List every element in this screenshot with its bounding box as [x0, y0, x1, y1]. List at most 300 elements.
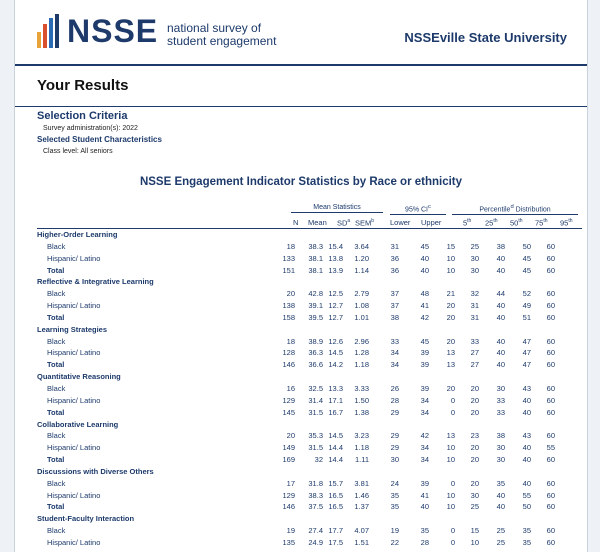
- table-cell: 40: [420, 265, 429, 275]
- table-cell: 38: [390, 312, 399, 322]
- table-cell: 60: [546, 395, 555, 405]
- table-cell: 21: [446, 289, 455, 299]
- section-header-row: [37, 229, 555, 241]
- table-row: [37, 525, 555, 537]
- table-cell: 40: [420, 253, 429, 263]
- table-cell: 129: [282, 395, 295, 405]
- section-title: Higher-Order Learning: [37, 230, 118, 239]
- table-cell: 40: [496, 490, 505, 500]
- table-cell: 40: [496, 312, 505, 322]
- row-label: Hispanic/ Latino: [47, 395, 101, 405]
- col-p75: 75th: [535, 218, 548, 228]
- table-cell: 20: [286, 289, 295, 299]
- engagement-indicator-table: [37, 229, 555, 549]
- table-cell: 151: [282, 265, 295, 275]
- table-cell: 33: [470, 336, 479, 346]
- table-cell: 38.1: [308, 253, 323, 263]
- table-cell: 18: [286, 336, 295, 346]
- table-row: [37, 253, 555, 265]
- table-cell: 1.08: [354, 301, 369, 311]
- row-label: Total: [47, 455, 65, 465]
- table-cell: 38.3: [308, 490, 323, 500]
- table-cell: 22: [390, 537, 399, 547]
- table-cell: 41: [420, 301, 429, 311]
- table-cell: 0: [450, 478, 455, 488]
- table-cell: 31.8: [308, 478, 323, 488]
- table-cell: 35: [496, 478, 505, 488]
- table-cell: 26: [390, 383, 399, 393]
- table-cell: 40: [496, 301, 505, 311]
- table-cell: 3.33: [354, 383, 369, 393]
- table-cell: 45: [420, 241, 429, 251]
- table-cell: 129: [282, 490, 295, 500]
- table-cell: 17.5: [328, 537, 343, 547]
- table-cell: 25: [496, 537, 505, 547]
- nsse-bars-icon: [37, 14, 61, 48]
- row-label: Hispanic/ Latino: [47, 348, 101, 358]
- table-cell: 20: [470, 407, 479, 417]
- table-row: [37, 359, 555, 371]
- table-cell: 13.9: [328, 265, 343, 275]
- table-cell: 32.5: [308, 383, 323, 393]
- table-cell: 60: [546, 537, 555, 547]
- table-cell: 20: [446, 312, 455, 322]
- table-cell: 0: [450, 526, 455, 536]
- table-cell: 19: [286, 526, 295, 536]
- table-cell: 24.9: [308, 537, 323, 547]
- table-cell: 40: [496, 253, 505, 263]
- table-cell: 60: [546, 348, 555, 358]
- table-cell: 41: [420, 490, 429, 500]
- table-cell: 45: [522, 265, 531, 275]
- table-cell: 60: [546, 360, 555, 370]
- col-p50: 50th: [510, 218, 523, 228]
- table-cell: 40: [522, 478, 531, 488]
- table-cell: 38: [496, 431, 505, 441]
- table-cell: 40: [420, 502, 429, 512]
- table-row: [37, 300, 555, 312]
- table-cell: 23: [470, 431, 479, 441]
- table-cell: 60: [546, 526, 555, 536]
- table-cell: 55: [522, 490, 531, 500]
- table-cell: 40: [496, 336, 505, 346]
- table-cell: 35: [420, 526, 429, 536]
- table-cell: 47: [522, 360, 531, 370]
- table-cell: 40: [522, 407, 531, 417]
- section-title: Discussions with Diverse Others: [37, 466, 154, 476]
- table-cell: 60: [546, 455, 555, 465]
- table-cell: 12.7: [328, 312, 343, 322]
- table-row: [37, 537, 555, 549]
- table-cell: 47: [522, 348, 531, 358]
- table-cell: 15.4: [328, 241, 343, 251]
- section-header-row: [37, 276, 555, 288]
- table-row: [37, 430, 555, 442]
- row-label: Black: [47, 241, 66, 251]
- table-row: [37, 312, 555, 324]
- table-cell: 24: [390, 478, 399, 488]
- table-cell: 43: [522, 431, 531, 441]
- row-label: Black: [47, 526, 66, 536]
- student-characteristics-heading: Selected Student Characteristics: [37, 135, 162, 144]
- row-label: Total: [47, 360, 65, 370]
- section-title: Learning Strategies: [37, 324, 108, 334]
- table-cell: 2.96: [354, 336, 369, 346]
- table-cell: 1.01: [354, 312, 369, 322]
- table-cell: 169: [282, 455, 295, 465]
- page-title: Your Results: [37, 77, 129, 94]
- table-cell: 60: [546, 407, 555, 417]
- table-cell: 60: [546, 265, 555, 275]
- table-cell: 55: [546, 443, 555, 453]
- table-cell: 40: [496, 348, 505, 358]
- table-cell: 34: [390, 360, 399, 370]
- table-cell: 13: [446, 348, 455, 358]
- university-name: NSSEville State University: [404, 30, 567, 45]
- row-label: Hispanic/ Latino: [47, 443, 101, 453]
- table-cell: 15: [446, 241, 455, 251]
- table-cell: 20: [286, 431, 295, 441]
- table-cell: 37.5: [308, 502, 323, 512]
- table-cell: 38.3: [308, 241, 323, 251]
- section-header-row: [37, 324, 555, 336]
- table-cell: 42.8: [308, 289, 323, 299]
- table-cell: 35: [522, 537, 531, 547]
- row-label: Total: [47, 312, 65, 322]
- table-cell: 60: [546, 502, 555, 512]
- table-row: [37, 241, 555, 253]
- table-cell: 1.14: [354, 265, 369, 275]
- section-title: Quantitative Reasoning: [37, 372, 121, 382]
- tagline-line-1: national survey of: [167, 21, 262, 35]
- table-cell: 39: [420, 383, 429, 393]
- table-cell: 31: [470, 312, 479, 322]
- selection-criteria-heading: Selection Criteria: [37, 110, 128, 122]
- table-cell: 34: [390, 348, 399, 358]
- section-title: Student-Faculty Interaction: [37, 514, 135, 524]
- table-cell: 48: [420, 289, 429, 299]
- table-cell: 60: [546, 431, 555, 441]
- table-cell: 128: [282, 348, 295, 358]
- table-cell: 49: [522, 301, 531, 311]
- table-cell: 2.79: [354, 289, 369, 299]
- table-cell: 149: [282, 443, 295, 453]
- table-cell: 33: [496, 395, 505, 405]
- table-cell: 35: [522, 526, 531, 536]
- table-cell: 19: [390, 526, 399, 536]
- table-cell: 1.18: [354, 443, 369, 453]
- percentile-header: Percentile$^d$ Distribution: [452, 204, 578, 215]
- table-row: [37, 454, 555, 466]
- table-row: [37, 501, 555, 513]
- table-cell: 28: [420, 537, 429, 547]
- table-cell: 1.50: [354, 395, 369, 405]
- table-cell: 60: [546, 253, 555, 263]
- row-label: Hispanic/ Latino: [47, 253, 101, 263]
- table-cell: 1.46: [354, 490, 369, 500]
- table-row: [37, 347, 555, 359]
- table-cell: 25: [496, 526, 505, 536]
- table-cell: 3.81: [354, 478, 369, 488]
- table-cell: 3.23: [354, 431, 369, 441]
- table-cell: 30: [496, 383, 505, 393]
- table-cell: 42: [420, 431, 429, 441]
- table-title: NSSE Engagement Indicator Statistics by Race or ethnicity: [139, 176, 463, 188]
- table-cell: 16.5: [328, 502, 343, 512]
- table-cell: 60: [546, 478, 555, 488]
- row-label: Black: [47, 289, 66, 299]
- table-cell: 39: [420, 348, 429, 358]
- table-cell: 17.7: [328, 526, 343, 536]
- section-title: Collaborative Learning: [37, 419, 119, 429]
- ci-header: 95% $CI^c$: [390, 204, 446, 215]
- table-cell: 1.11: [354, 455, 369, 465]
- table-cell: 10: [446, 490, 455, 500]
- table-row: [37, 478, 555, 490]
- row-label: Hispanic/ Latino: [47, 537, 101, 547]
- table-cell: 15.7: [328, 478, 343, 488]
- table-cell: 37: [390, 289, 399, 299]
- survey-admin-label: Survey administration(s): 2022: [43, 125, 138, 132]
- table-cell: 60: [546, 336, 555, 346]
- table-cell: 38.1: [308, 265, 323, 275]
- table-row: [37, 336, 555, 348]
- section-header-row: [37, 371, 555, 383]
- table-cell: 13: [446, 360, 455, 370]
- table-cell: 30: [390, 455, 399, 465]
- table-cell: 31.5: [308, 443, 323, 453]
- section-header-row: [37, 513, 555, 525]
- table-cell: 1.37: [354, 502, 369, 512]
- table-cell: 60: [546, 301, 555, 311]
- table-row: [37, 442, 555, 454]
- table-cell: 14.5: [328, 431, 343, 441]
- table-cell: 50: [522, 241, 531, 251]
- table-cell: 31.4: [308, 395, 323, 405]
- table-cell: 51: [522, 312, 531, 322]
- table-cell: 36: [390, 253, 399, 263]
- table-cell: 31.5: [308, 407, 323, 417]
- table-cell: 34: [420, 395, 429, 405]
- table-cell: 20: [470, 478, 479, 488]
- table-cell: 35: [390, 502, 399, 512]
- table-cell: 40: [522, 443, 531, 453]
- table-cell: 29: [390, 431, 399, 441]
- table-cell: 60: [546, 289, 555, 299]
- table-cell: 25: [470, 502, 479, 512]
- table-cell: 17.1: [328, 395, 343, 405]
- table-cell: 39.1: [308, 301, 323, 311]
- nsse-logo: [37, 14, 158, 48]
- row-label: Total: [47, 265, 65, 275]
- table-cell: 13.3: [328, 383, 343, 393]
- table-cell: 37: [390, 301, 399, 311]
- table-cell: 45: [420, 336, 429, 346]
- table-cell: 14.2: [328, 360, 343, 370]
- table-cell: 20: [470, 395, 479, 405]
- table-cell: 40: [522, 395, 531, 405]
- col-mean: Mean: [308, 218, 327, 227]
- table-cell: 34: [420, 407, 429, 417]
- table-cell: 20: [470, 383, 479, 393]
- table-cell: 39: [420, 478, 429, 488]
- table-cell: 1.51: [354, 537, 369, 547]
- table-cell: 44: [496, 289, 505, 299]
- table-row: [37, 288, 555, 300]
- table-row: [37, 265, 555, 277]
- table-cell: 30: [470, 265, 479, 275]
- table-cell: 38: [496, 241, 505, 251]
- table-cell: 146: [282, 502, 295, 512]
- section-title: Reflective & Integrative Learning: [37, 277, 154, 287]
- table-cell: 60: [546, 241, 555, 251]
- table-cell: 14.4: [328, 443, 343, 453]
- table-cell: 16: [286, 383, 295, 393]
- table-cell: 30: [470, 253, 479, 263]
- row-label: Black: [47, 336, 66, 346]
- table-cell: 45: [522, 253, 531, 263]
- table-cell: 12.6: [328, 336, 343, 346]
- table-cell: 133: [282, 253, 295, 263]
- table-row: [37, 407, 555, 419]
- table-cell: 36.3: [308, 348, 323, 358]
- table-cell: 30: [496, 455, 505, 465]
- table-cell: 29: [390, 407, 399, 417]
- table-cell: 20: [446, 383, 455, 393]
- table-cell: 20: [446, 301, 455, 311]
- table-cell: 16.7: [328, 407, 343, 417]
- row-label: Total: [47, 407, 65, 417]
- table-cell: 135: [282, 537, 295, 547]
- table-row: [37, 490, 555, 502]
- col-sd: $SD^a$: [337, 218, 351, 228]
- table-cell: 31: [470, 301, 479, 311]
- row-label: Total: [47, 502, 65, 512]
- table-cell: 50: [522, 502, 531, 512]
- mean-statistics-header: Mean Statistics: [291, 204, 383, 213]
- table-cell: 36.6: [308, 360, 323, 370]
- table-cell: 10: [446, 502, 455, 512]
- row-label: Black: [47, 431, 66, 441]
- table-cell: 20: [470, 455, 479, 465]
- table-cell: 40: [496, 502, 505, 512]
- table-cell: 10: [446, 253, 455, 263]
- table-cell: 10: [446, 265, 455, 275]
- table-cell: 15: [470, 526, 479, 536]
- table-cell: 20: [446, 336, 455, 346]
- table-cell: 33: [496, 407, 505, 417]
- row-label: Hispanic/ Latino: [47, 301, 101, 311]
- table-cell: 0: [450, 537, 455, 547]
- table-cell: 1.18: [354, 360, 369, 370]
- report-page: [14, 0, 588, 552]
- table-cell: 1.28: [354, 348, 369, 358]
- row-label: Hispanic/ Latino: [47, 490, 101, 500]
- table-cell: 17: [286, 478, 295, 488]
- table-cell: 30: [470, 490, 479, 500]
- table-cell: 27: [470, 360, 479, 370]
- table-cell: 13: [446, 431, 455, 441]
- col-lower: Lower: [390, 218, 411, 227]
- table-cell: 52: [522, 289, 531, 299]
- table-cell: 29: [390, 443, 399, 453]
- table-cell: 34: [420, 455, 429, 465]
- table-cell: 33: [390, 336, 399, 346]
- table-cell: 28: [390, 395, 399, 405]
- table-cell: 36: [390, 265, 399, 275]
- table-cell: 18: [286, 241, 295, 251]
- table-cell: 32: [470, 289, 479, 299]
- table-cell: 138: [282, 301, 295, 311]
- table-cell: 25: [470, 241, 479, 251]
- table-cell: 4.07: [354, 526, 369, 536]
- col-p5: 5th: [463, 218, 472, 228]
- table-cell: 30: [496, 443, 505, 453]
- table-cell: 3.64: [354, 241, 369, 251]
- table-cell: 158: [282, 312, 295, 322]
- table-cell: 16.5: [328, 490, 343, 500]
- section-header-row: [37, 419, 555, 431]
- table-cell: 12.5: [328, 289, 343, 299]
- table-cell: 14.4: [328, 455, 343, 465]
- table-cell: 35.3: [308, 431, 323, 441]
- table-cell: 1.38: [354, 407, 369, 417]
- row-label: Black: [47, 383, 66, 393]
- table-cell: 10: [446, 455, 455, 465]
- col-p95: 95th: [560, 218, 573, 228]
- table-cell: 38.9: [308, 336, 323, 346]
- tagline-line-2: student engagement: [167, 34, 277, 48]
- table-cell: 0: [450, 395, 455, 405]
- class-level-label: Class level: All seniors: [43, 148, 113, 155]
- table-cell: 0: [450, 407, 455, 417]
- nsse-wordmark: NSSE: [67, 13, 159, 49]
- table-cell: 43: [522, 383, 531, 393]
- col-sem: SEM$^b$: [355, 218, 375, 228]
- table-cell: 146: [282, 360, 295, 370]
- tagline: [167, 22, 276, 48]
- table-cell: 40: [522, 455, 531, 465]
- table-cell: 10: [446, 443, 455, 453]
- table-cell: 13.8: [328, 253, 343, 263]
- table-cell: 60: [546, 383, 555, 393]
- table-row: [37, 395, 555, 407]
- table-row: [37, 383, 555, 395]
- report-header: [15, 0, 587, 66]
- col-n: N: [293, 218, 299, 227]
- table-cell: 35: [390, 490, 399, 500]
- section-header-row: [37, 466, 555, 478]
- table-cell: 12.7: [328, 301, 343, 311]
- table-cell: 31: [390, 241, 399, 251]
- table-cell: 32: [314, 455, 323, 465]
- table-cell: 34: [420, 443, 429, 453]
- col-upper: Upper: [421, 218, 442, 227]
- table-cell: 40: [496, 265, 505, 275]
- table-cell: 40: [496, 360, 505, 370]
- table-cell: 20: [470, 443, 479, 453]
- table-cell: 145: [282, 407, 295, 417]
- table-cell: 1.20: [354, 253, 369, 263]
- table-cell: 27.4: [308, 526, 323, 536]
- table-cell: 39: [420, 360, 429, 370]
- table-cell: 27: [470, 348, 479, 358]
- table-cell: 10: [470, 537, 479, 547]
- table-cell: 42: [420, 312, 429, 322]
- table-cell: 60: [546, 490, 555, 500]
- row-label: Black: [47, 478, 66, 488]
- table-cell: 60: [546, 312, 555, 322]
